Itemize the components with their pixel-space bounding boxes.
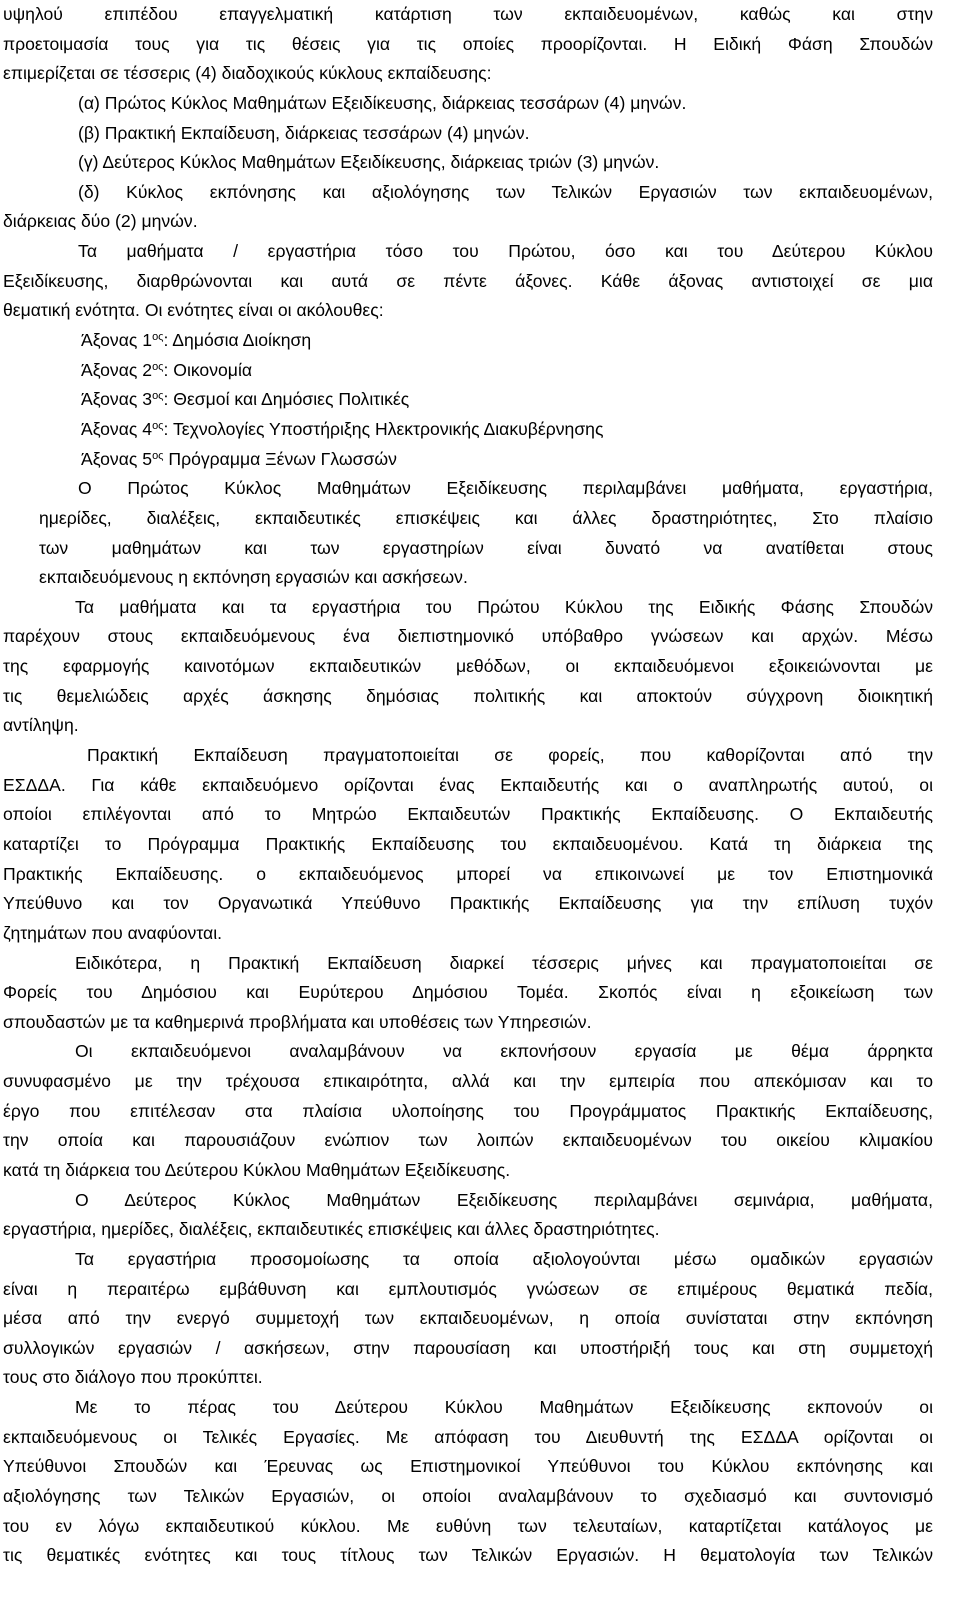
axis-label: Άξονας 5 [81,448,153,469]
text-line: (δ) Κύκλος εκπόνησης και αξιολόγησης των Τελικών Εργασιών των εκπαιδευομένων, [78,181,933,202]
text-line: καταρτίζει το Πρόγραμμα Πρακτικής Εκπαίδευσης του εκπαιδευομένου. Κατά τη διάρκεια της [3,833,933,854]
text-line: των μαθημάτων και των εργαστηρίων είναι δυνατό να ανατίθεται στους [39,537,933,558]
text-line: αντίληψη. [3,715,79,736]
text-line: τις θεμελιώδεις αρχές άσκησης δημόσιας πολιτικής και αποκτούν σύγχρονη διοικητική [3,685,933,706]
axis-label: Άξονας 1 [81,330,153,351]
text-line: της εφαρμογής καινοτόμων εκπαιδευτικών μεθόδων, οι εκπαιδευόμενοι εξοικειώνονται με [3,656,933,677]
text-line: τους στο διάλογο που προκύπτει. [3,1367,263,1388]
text-line: σπουδαστών με τα καθημερινά προβλήματα και υποθέσεις των Υπηρεσιών. [3,1011,592,1032]
text-line: εκπαιδευόμενους η εκπόνηση εργασιών και ασκήσεων. [39,567,468,588]
text-line: Πρακτική Εκπαίδευση πραγματοποιείται σε φορείς, που καθορίζονται από την [87,745,933,766]
axis-label: Άξονας 4 [81,418,153,439]
text-line: (α) Πρώτος Κύκλος Μαθημάτων Εξειδίκευσης, διάρκειας τεσσάρων (4) μηνών. [78,92,687,113]
document-body [3,0,933,1571]
text-line: Ειδικότερα, η Πρακτική Εκπαίδευση διαρκεί τέσσερις μήνες και πραγματοποιείται σε [75,952,933,973]
text-line: Τα εργαστήρια προσομοίωσης τα οποία αξιολογούνται μέσω ομαδικών εργασιών [75,1248,933,1269]
text-line: είναι η περαιτέρω εμβάθυνση και εμπλουτισμός γνώσεων σε επιμέρους θεματικά πεδία, [3,1278,933,1299]
text-line: διάρκειας δύο (2) μηνών. [3,211,198,232]
text-line: τις θεματικές ενότητες και τους τίτλους των Τελικών Εργασιών. Η θεματολογία των Τελικών [3,1545,933,1566]
text-line: του εν λόγω εκπαιδευτικού κύκλου. Με ευθύνη των τελευταίων, καταρτίζεται κατάλογος με [3,1515,933,1536]
text-line: μέσα από την ενεργό συμμετοχή των εκπαιδευομένων, η οποία συνίσταται στην εκπόνηση [3,1308,933,1329]
text-line: ζητημάτων που αναφύονται. [3,922,222,943]
text-line: παρέχουν στους εκπαιδευόμενους ένα διεπιστημονικό υπόβαθρο γνώσεων και αρχών. Μέσω [3,626,933,647]
text-line: εκπαιδευόμενους οι Τελικές Εργασίες. Με απόφαση του Διευθυντή της ΕΣΔΔΑ ορίζονται οι [3,1426,933,1447]
ordinal-suffix: ος [152,360,164,373]
text-line: την οποία και παρουσιάζουν ενώπιον των λοιπών εκπαιδευομένων του οικείου κλιμακίου [3,1130,933,1151]
text-line: Με το πέρας του Δεύτερου Κύκλου Μαθημάτων Εξειδίκευσης εκπονούν οι [75,1397,933,1418]
axis-label: Άξονας 3 [81,389,153,410]
text-line: Υπεύθυνο και τον Οργανωτικά Υπεύθυνο Πρακτικής Εκπαίδευσης για την επίλυση τυχόν [3,893,933,914]
text-line: προετοιμασία τους για τις θέσεις για τις οποίες προορίζονται. Η Ειδική Φάση Σπουδών [3,33,933,54]
text-line: ημερίδες, διαλέξεις, εκπαιδευτικές επισκέψεις και άλλες δραστηριότητες, Στο πλαίσιο [39,507,933,528]
text-line: αξιολόγησης των Τελικών Εργασιών, οι οποίοι αναλαμβάνουν το σχεδιασμό και συντονισμό [3,1486,933,1507]
text-line: υψηλού επιπέδου επαγγελματική κατάρτιση των εκπαιδευομένων, καθώς και στην [3,4,933,24]
text-line: εργαστήρια, ημερίδες, διαλέξεις, εκπαιδευτικές επισκέψεις και άλλες δραστηριότητες. [3,1219,660,1240]
text-line: Υπεύθυνοι Σπουδών και Έρευνας ως Επιστημονικοί Υπεύθυνοι του Κύκλου εκπόνησης και [3,1456,933,1477]
axis-list-item [3,445,933,475]
axis-list-item [3,415,933,445]
axis-title: Πρόγραμμα Ξένων Γλωσσών [163,448,397,469]
text-line: επιμερίζεται σε τέσσερις (4) διαδοχικούς κύκλους εκπαίδευσης: [3,63,492,84]
text-line: Ο Δεύτερος Κύκλος Μαθημάτων Εξειδίκευσης περιλαμβάνει σεμινάρια, μαθήματα, [75,1189,933,1210]
text-line: συλλογικών εργασιών / ασκήσεων, στην παρουσίαση και υποστήριξή τους και στη συμμετοχή [3,1337,933,1358]
text-line: θεματική ενότητα. Οι ενότητες είναι οι ακόλουθες: [3,300,384,321]
axis-list-item [3,326,933,356]
text-line: Φορείς του Δημόσιου και Ευρύτερου Δημόσιου Τομέα. Σκοπός είναι η εξοικείωση των [3,982,933,1003]
text-line: Πρακτικής Εκπαίδευσης. ο εκπαιδευόμενος μπορεί να επικοινωνεί με τον Επιστημονικά [3,863,933,884]
text-line: συνυφασμένο με την τρέχουσα επικαιρότητα, αλλά και την εμπειρία που απεκόμισαν και το [3,1071,933,1092]
text-line: Τα μαθήματα και τα εργαστήρια του Πρώτου Κύκλου της Ειδικής Φάσης Σπουδών [75,596,933,617]
ordinal-suffix: ος [152,449,164,462]
text-line: έργο που επιτέλεσαν στα πλαίσια υλοποίησης του Προγράμματος Πρακτικής Εκπαίδευσης, [3,1100,933,1121]
text-line: Εξειδίκευσης, διαρθρώνονται και αυτά σε πέντε άξονες. Κάθε άξονας αντιστοιχεί σε μια [3,270,933,291]
ordinal-suffix: ος [152,331,164,344]
ordinal-suffix: ος [152,419,164,432]
axis-list-item [3,385,933,415]
text-line: κατά τη διάρκεια του Δεύτερου Κύκλου Μαθημάτων Εξειδίκευσης. [3,1159,511,1180]
axis-title: : Θεσμοί και Δημόσιες Πολιτικές [163,389,410,410]
ordinal-suffix: ος [152,390,164,403]
text-line: Τα μαθήματα / εργαστήρια τόσο του Πρώτου, όσο και του Δεύτερου Κύκλου [78,241,933,262]
text-line: οποίοι επιλέγονται από το Μητρώο Εκπαιδευτών Πρακτικής Εκπαίδευσης. Ο Εκπαιδευτής [3,804,933,825]
axis-list-item [3,356,933,386]
axis-title: : Τεχνολογίες Υποστήριξης Ηλεκτρονικής Διακυβέρνησης [163,418,604,439]
text-line: (β) Πρακτική Εκπαίδευση, διάρκειας τεσσάρων (4) μηνών. [78,122,530,143]
text-line: ΕΣΔΔΑ. Για κάθε εκπαιδευόμενο ορίζονται ένας Εκπαιδευτής και ο αναπληρωτής αυτού, οι [3,774,933,795]
axis-title: : Δημόσια Διοίκηση [163,330,312,351]
text-line: Ο Πρώτος Κύκλος Μαθημάτων Εξειδίκευσης περιλαμβάνει μαθήματα, εργαστήρια, [78,478,933,499]
axis-title: : Οικονομία [163,359,253,380]
axis-label: Άξονας 2 [81,359,153,380]
text-line: (γ) Δεύτερος Κύκλος Μαθημάτων Εξειδίκευσης, διάρκειας τριών (3) μηνών. [78,152,660,173]
text-line: Οι εκπαιδευόμενοι αναλαμβάνουν να εκπονήσουν εργασία με θέμα άρρηκτα [75,1041,933,1062]
